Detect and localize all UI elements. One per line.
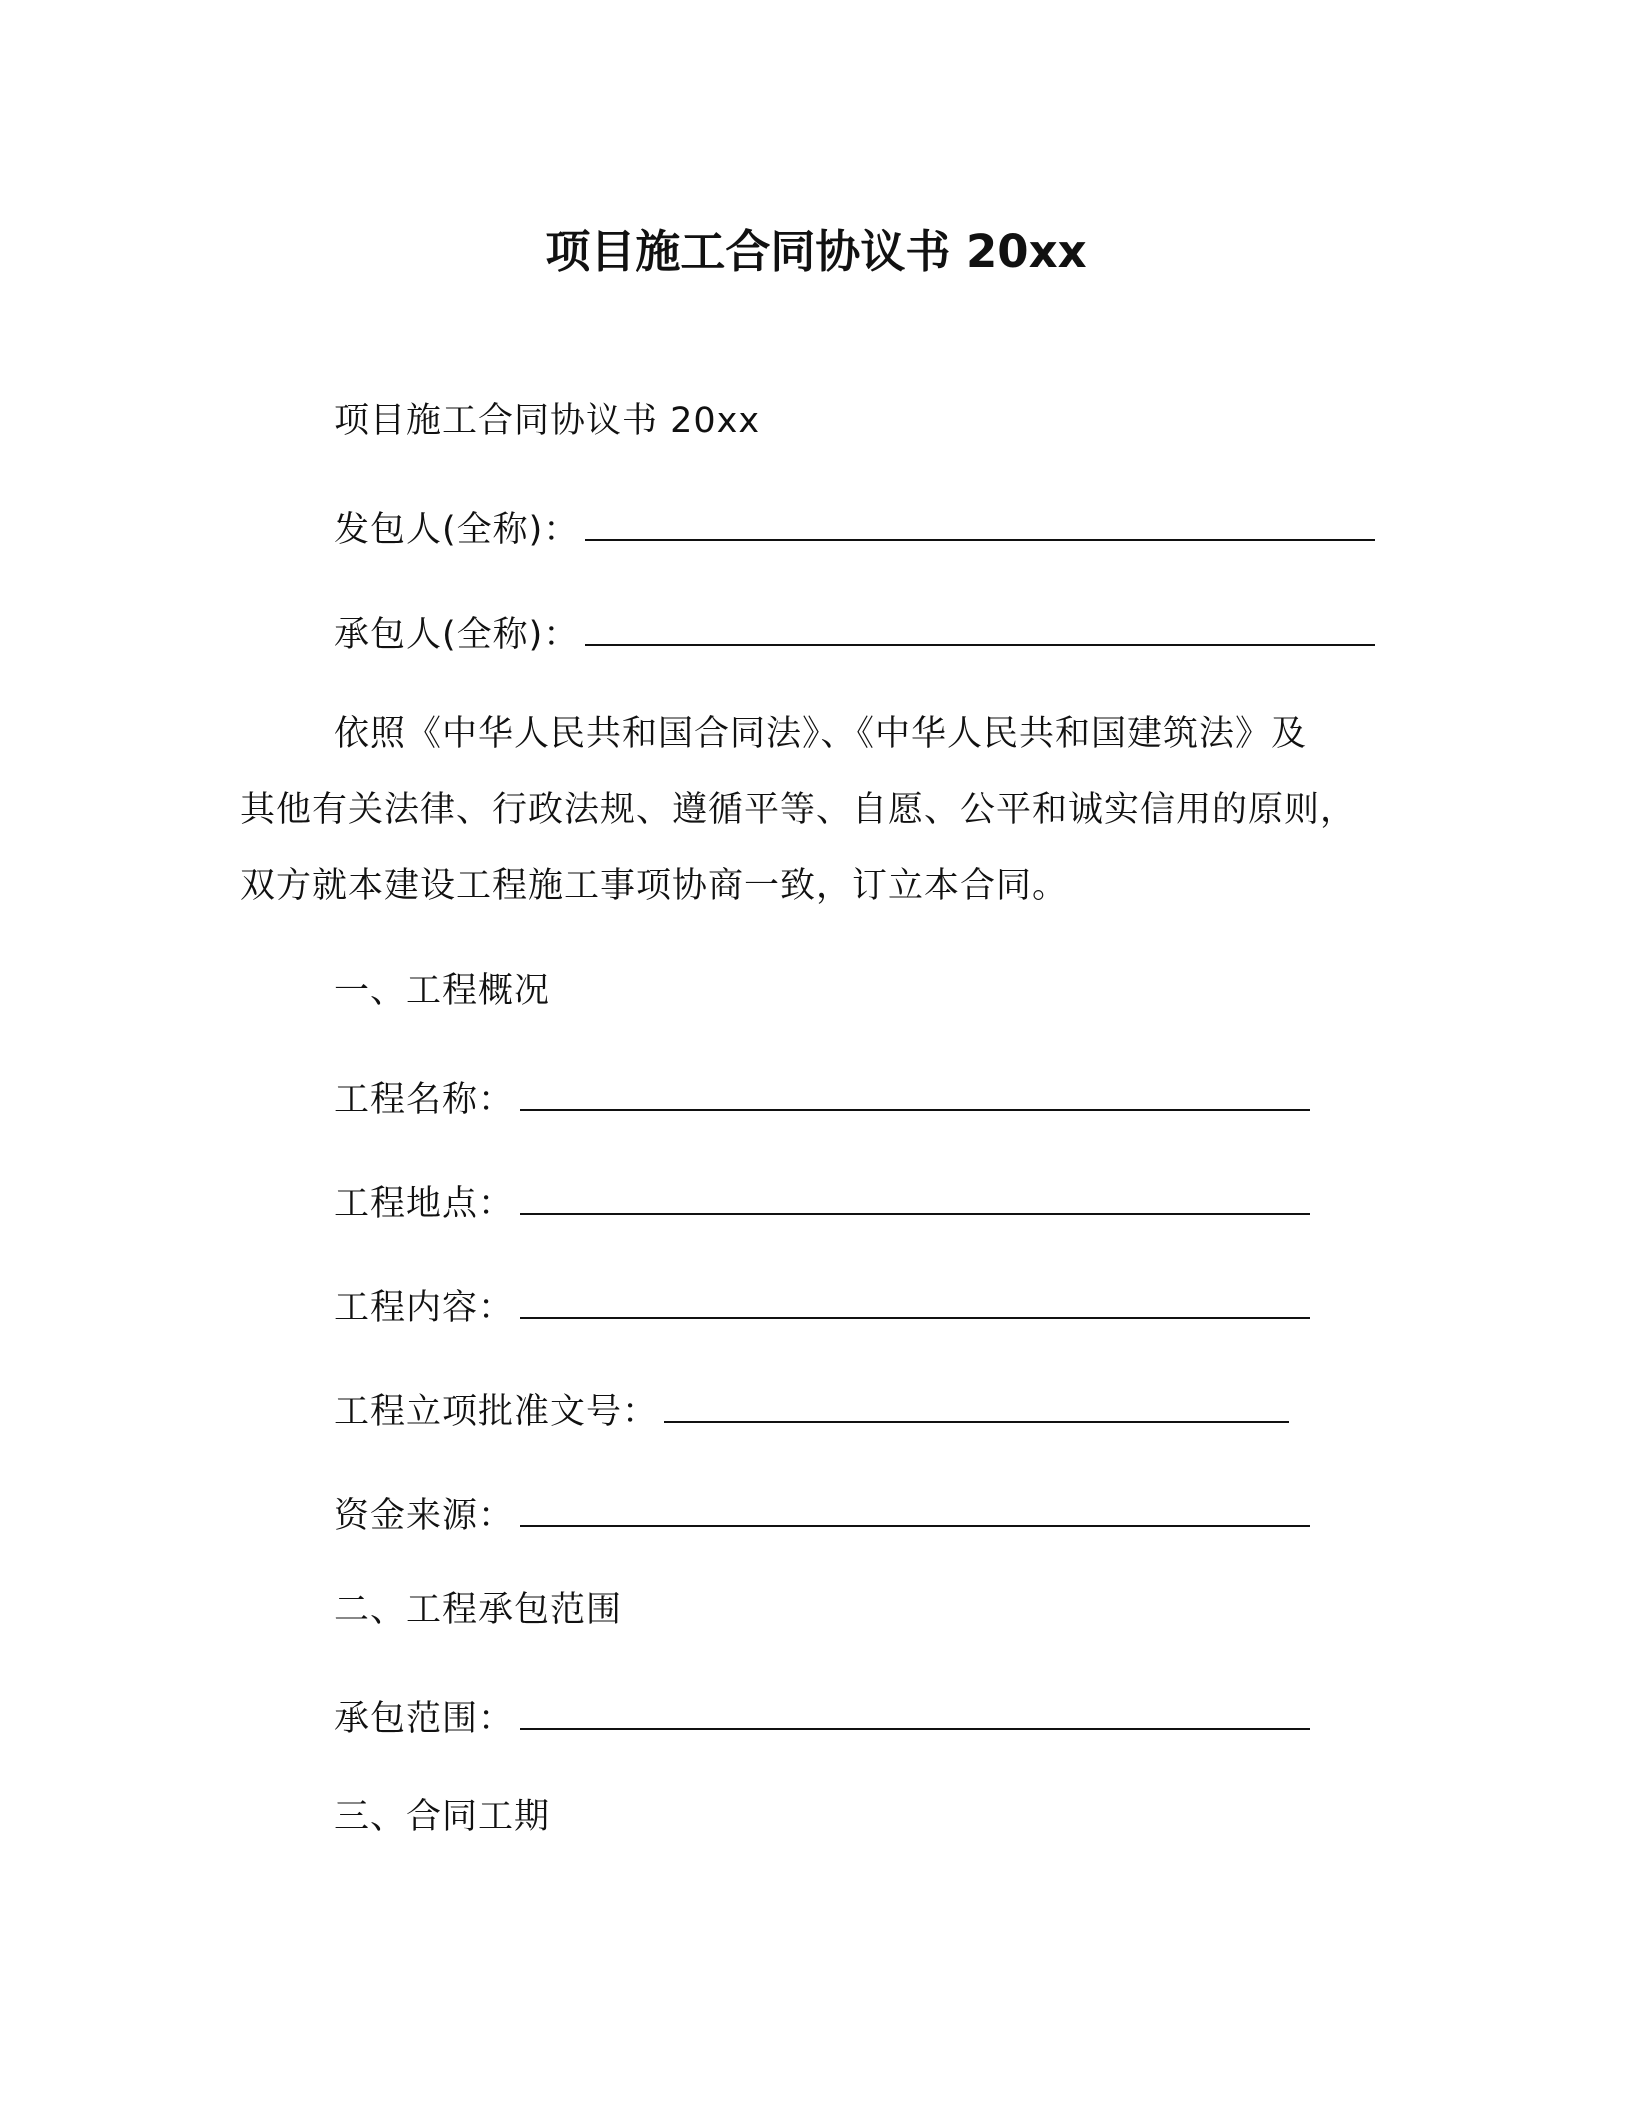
document-title: 项目施工合同协议书 20xx <box>545 225 1087 278</box>
contractor-field <box>334 610 1375 660</box>
scope-label: 承包范围： <box>334 1699 515 1739</box>
preamble-line-3: 双方就本建设工程施工事项协商一致，订立本合同。 <box>240 866 1069 906</box>
project-content-blank[interactable] <box>520 1283 1310 1319</box>
employer-blank[interactable] <box>585 505 1375 541</box>
project-location-label: 工程地点： <box>334 1184 515 1224</box>
fund-source-label: 资金来源： <box>334 1496 515 1536</box>
approval-number-field <box>334 1387 1289 1437</box>
project-location-field <box>334 1179 1310 1229</box>
contractor-blank[interactable] <box>585 610 1375 646</box>
approval-number-blank[interactable] <box>664 1387 1289 1423</box>
preamble-line-2: 其他有关法律、行政法规、遵循平等、自愿、公平和诚实信用的原则， <box>240 790 1357 830</box>
preamble-paragraph <box>240 696 1372 924</box>
project-content-label: 工程内容： <box>334 1288 515 1328</box>
section-heading-2: 二、工程承包范围 <box>334 1590 623 1630</box>
fund-source-field <box>334 1491 1310 1541</box>
fund-source-blank[interactable] <box>520 1491 1310 1527</box>
project-content-field <box>334 1283 1310 1333</box>
project-name-label: 工程名称： <box>334 1080 515 1120</box>
contractor-label: 承包人(全称)： <box>334 615 580 655</box>
scope-blank[interactable] <box>520 1694 1310 1730</box>
scope-field <box>334 1694 1310 1744</box>
section-heading-3: 三、合同工期 <box>334 1797 551 1837</box>
project-name-field <box>334 1075 1310 1125</box>
employer-field <box>334 505 1375 555</box>
project-name-blank[interactable] <box>520 1075 1310 1111</box>
employer-label: 发包人(全称)： <box>334 510 580 550</box>
approval-number-label: 工程立项批准文号： <box>334 1392 659 1432</box>
project-location-blank[interactable] <box>520 1179 1310 1215</box>
document-subtitle: 项目施工合同协议书 20xx <box>334 401 761 441</box>
section-heading-1: 一、工程概况 <box>334 971 551 1011</box>
preamble-line-1: 依照《中华人民共和国合同法》、《中华人民共和国建筑法》及 <box>334 714 1308 754</box>
